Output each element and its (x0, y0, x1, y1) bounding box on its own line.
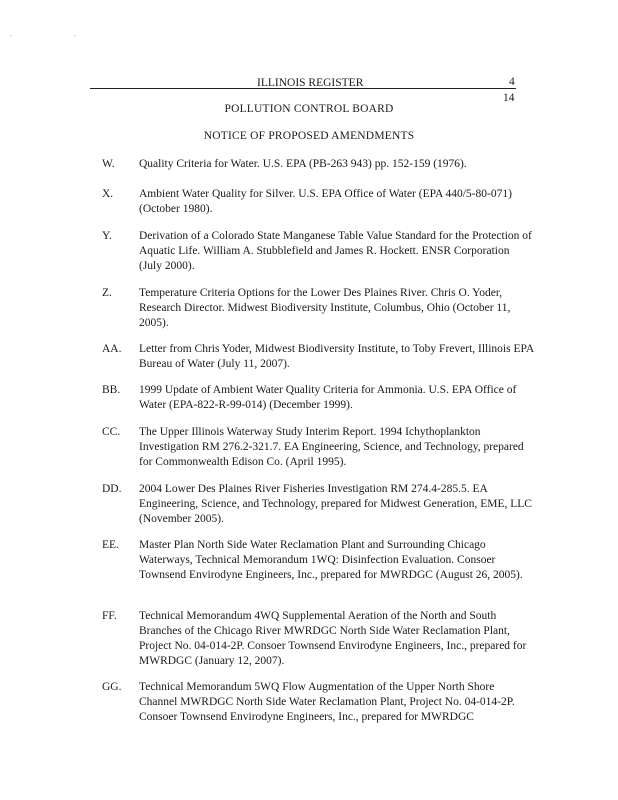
item-text: Letter from Chris Yoder, Midwest Biodiversity Institute, to Toby Frevert, Illinois EPA Bureau of Water (July 11, 2007). (139, 343, 534, 370)
item-text: Technical Memorandum 4WQ Supplemental Aeration of the North and South Branches of the Chicago River MWRDGC North Side Water Reclamation Plant, Project No. 04-014-2P. Consoer Townsend Envirodyne Engineers, Inc., prepared for MWRDGC (January 12, 2007). (139, 610, 527, 667)
page-number: 4 (509, 76, 515, 88)
item-letter: W. (102, 158, 115, 170)
item-text: 2004 Lower Des Plaines River Fisheries Investigation RM 274.4-285.5. EA Engineering, Science, and Technology, prepared for Midwest Generation, EME, LLC (November 2005). (139, 483, 532, 525)
item-text: Quality Criteria for Water. U.S. EPA (PB-263 943) pp. 152-159 (1976). (139, 158, 467, 170)
item-text: Temperature Criteria Options for the Lower Des Plaines River. Chris O. Yoder, Research Director. Midwest Biodiversity Institute, Columbus, Ohio (October 11, 2005). (139, 287, 511, 329)
item-text: Master Plan North Side Water Reclamation Plant and Surrounding Chicago Waterways, Technical Memorandum 1WQ: Disinfection Evaluation. Consoer Townsend Envirodyne Engineers, Inc., prepared for MWRDGC (August 26, 2005). (139, 539, 523, 581)
item-letter: CC. (102, 426, 121, 438)
item-text: Technical Memorandum 5WQ Flow Augmentation of the Upper North Shore Channel MWRDGC North Side Water Reclamation Plant, Project No. 04-014-2P. Consoer Townsend Envirodyne Engineers, Inc., prepared for MWRDGC (139, 681, 515, 723)
notice-title: NOTICE OF PROPOSED AMENDMENTS (203, 130, 415, 142)
item-text: 1999 Update of Ambient Water Quality Criteria for Ammonia. U.S. EPA Office of Water (EPA-822-R-99-014) (December 1999). (139, 384, 517, 411)
item-letter: X. (102, 188, 114, 200)
register-title: ILLINOIS REGISTER (257, 77, 364, 89)
item-letter: Y. (102, 230, 112, 242)
item-letter: GG. (102, 681, 122, 693)
item-text: The Upper Illinois Waterway Study Interim Report. 1994 Ichythoplankton Investigation RM 276.2-321.7. EA Engineering, Science, and Technology, prepared for Commonwealth Edison Co. (April 1995). (139, 426, 524, 468)
board-title: POLLUTION CONTROL BOARD (224, 103, 394, 115)
item-letter: Z. (102, 287, 112, 299)
item-letter: BB. (102, 384, 121, 396)
item-letter: FF. (102, 610, 117, 622)
item-text: Ambient Water Quality for Silver. U.S. EPA Office of Water (EPA 440/5-80-071) (October 1980). (139, 188, 512, 215)
item-letter: AA. (102, 343, 122, 355)
item-letter: EE. (102, 539, 119, 551)
scan-specks: . . (10, 29, 106, 38)
item-text: Derivation of a Colorado State Manganese Table Value Standard for the Protection of Aquatic Life. William A. Stubblefield and James R. Hockett. ENSR Corporation (July 2000). (139, 230, 532, 272)
header-rule (90, 88, 516, 89)
issue-number: 14 (503, 92, 515, 104)
item-letter: DD. (102, 483, 122, 495)
